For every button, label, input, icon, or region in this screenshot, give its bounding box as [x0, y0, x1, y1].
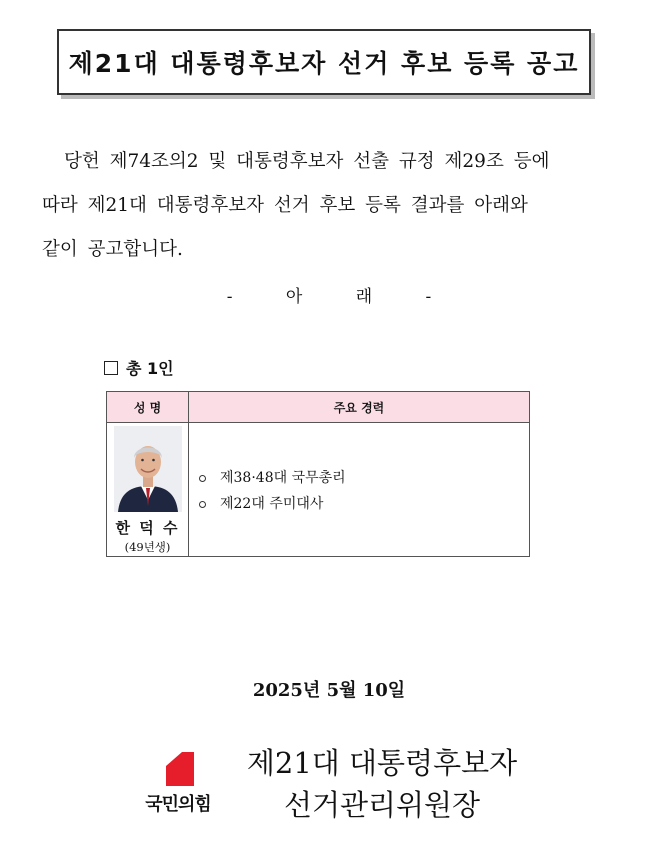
issuer-line-2: 선거관리위원장 [283, 788, 481, 822]
page-title: 제21대 대통령후보자 선거 후보 등록 공고 [68, 49, 580, 78]
candidate-name: 한 덕 수 [115, 519, 180, 537]
body-line-3: 같이 공고합니다. [42, 239, 183, 260]
career-cell [189, 423, 530, 557]
body-line-2: 따라 제21대 대통령후보자 선거 후보 등록 결과를 아래와 [42, 195, 528, 216]
announcement-date: 2025년 5월 10일 [252, 680, 406, 701]
candidate-table [106, 391, 530, 557]
issuer-line-1: 제21대 대통령후보자 [246, 746, 518, 780]
candidate-birth: (49년생) [124, 540, 171, 554]
total-count [104, 356, 174, 379]
body-paragraph [42, 140, 616, 272]
body-line-1: 당헌 제74조의2 및 대통령후보자 선출 규정 제29조 등에 [64, 151, 550, 172]
circle-bullet-icon [199, 475, 206, 482]
section-marker: - 아 래 - [226, 287, 432, 307]
header-name: 성 명 [107, 392, 189, 423]
party-name: 국민의힘 [145, 794, 211, 815]
candidate-photo [114, 426, 182, 512]
list-item [199, 491, 529, 517]
candidate-cell [107, 423, 189, 557]
checkbox-icon [104, 361, 118, 375]
title-box [57, 29, 591, 95]
table-header-row [107, 392, 530, 423]
total-label: 총 1인 [126, 359, 174, 378]
header-career: 주요 경력 [189, 392, 530, 423]
career-text: 제38·48대 국무총리 [220, 470, 346, 486]
table-row [107, 423, 530, 557]
circle-bullet-icon [199, 501, 206, 508]
issuer [232, 742, 532, 826]
list-item [199, 465, 529, 491]
career-text: 제22대 주미대사 [220, 496, 324, 512]
